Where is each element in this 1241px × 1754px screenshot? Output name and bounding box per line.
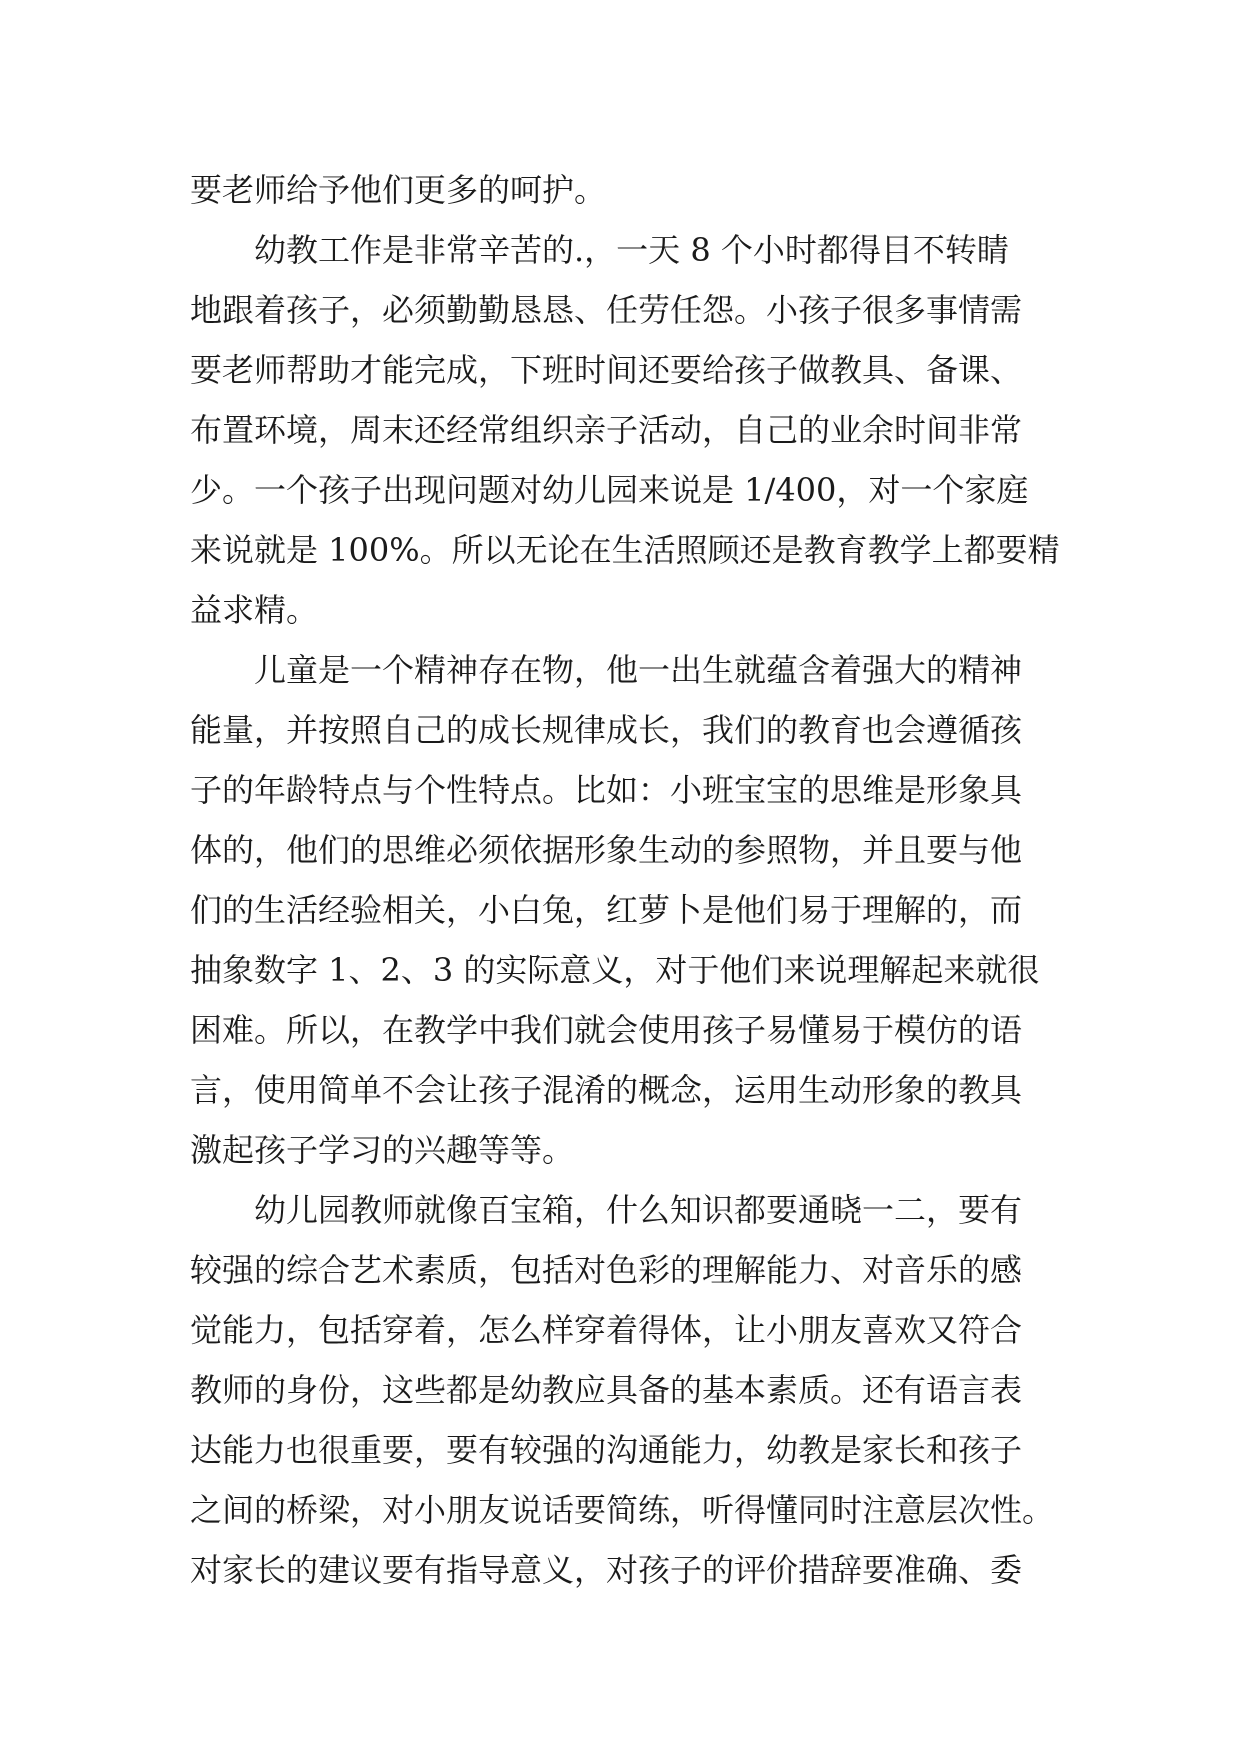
text-line: 之间的桥梁，对小朋友说话要简练，听得懂同时注意层次性。 <box>190 1491 1055 1529</box>
text-line: 地跟着孩子，必须勤勤恳恳、任劳任怨。小孩子很多事情需 <box>190 291 1023 329</box>
text-line: 达能力也很重要，要有较强的沟通能力，幼教是家长和孩子 <box>190 1431 1023 1469</box>
text-line: 较强的综合艺术素质，包括对色彩的理解能力、对音乐的感 <box>190 1251 1023 1289</box>
text-line: 能量，并按照自己的成长规律成长，我们的教育也会遵循孩 <box>190 711 1023 749</box>
text-line: 儿童是一个精神存在物，他一出生就蕴含着强大的精神 <box>254 651 1023 689</box>
text-line: 激起孩子学习的兴趣等等。 <box>190 1131 575 1169</box>
text-line: 教师的身份，这些都是幼教应具备的基本素质。还有语言表 <box>190 1371 1023 1409</box>
text-line: 抽象数字 1、2、3 的实际意义，对于他们来说理解起来就很 <box>190 951 1040 989</box>
text-line: 要老师给予他们更多的呵护。 <box>190 171 607 209</box>
text-line: 对家长的建议要有指导意义，对孩子的评价措辞要准确、委 <box>190 1551 1023 1589</box>
text-line: 子的年龄特点与个性特点。比如：小班宝宝的思维是形象具 <box>190 771 1023 809</box>
text-line: 们的生活经验相关，小白兔，红萝卜是他们易于理解的，而 <box>190 891 1023 929</box>
body-text <box>190 160 1070 1600</box>
text-line: 要老师帮助才能完成，下班时间还要给孩子做教具、备课、 <box>190 351 1023 389</box>
text-line: 幼教工作是非常辛苦的.，一天 8 个小时都得目不转睛 <box>254 231 1009 269</box>
text-line: 少。一个孩子出现问题对幼儿园来说是 1/400，对一个家庭 <box>190 471 1029 509</box>
text-line: 困难。所以，在教学中我们就会使用孩子易懂易于模仿的语 <box>190 1011 1023 1049</box>
text-line: 觉能力，包括穿着，怎么样穿着得体，让小朋友喜欢又符合 <box>190 1311 1023 1349</box>
text-line: 布置环境，周末还经常组织亲子活动，自己的业余时间非常 <box>190 411 1023 449</box>
text-line: 言，使用简单不会让孩子混淆的概念，运用生动形象的教具 <box>190 1071 1023 1109</box>
text-line: 体的，他们的思维必须依据形象生动的参照物，并且要与他 <box>190 831 1023 869</box>
text-line: 益求精。 <box>190 591 319 629</box>
text-line: 幼儿园教师就像百宝箱，什么知识都要通晓一二，要有 <box>254 1191 1023 1229</box>
text-line: 来说就是 100%。所以无论在生活照顾还是教育教学上都要精 <box>190 531 1060 569</box>
